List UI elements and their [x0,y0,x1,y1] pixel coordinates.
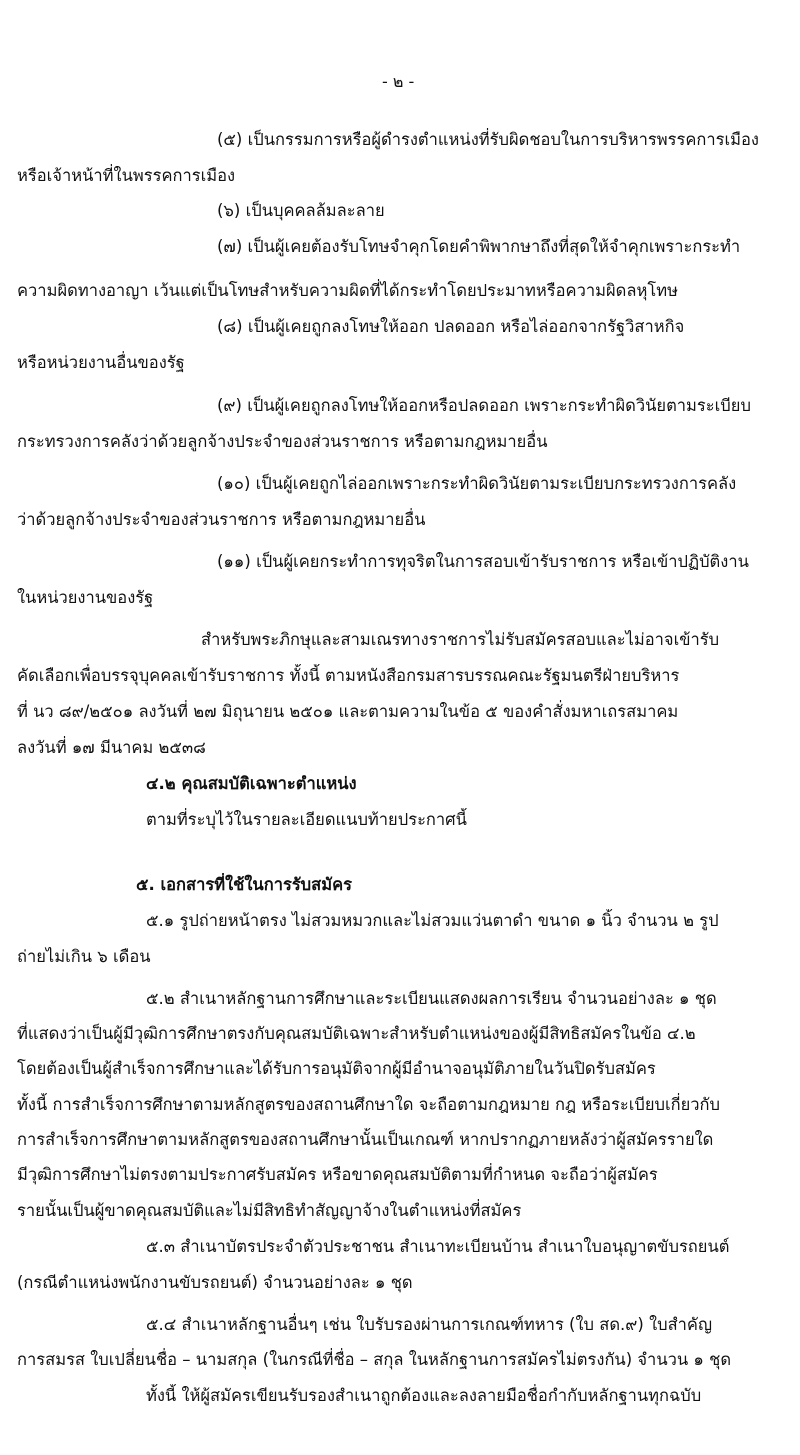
text-line: ที่แสดงว่าเป็นผู้มีวุฒิการศึกษาตรงกับคุณสมบัติเฉพาะสำหรับตำแหน่งของผู้มีสิทธิสมัครในข้อ ๔.๒ [17,1024,696,1043]
text-line: ทั้งนี้ ให้ผู้สมัครเขียนรับรองสำเนาถูกต้องและลงลายมือชื่อกำกับหลักฐานทุกฉบับ [146,1386,702,1405]
text-line: การสำเร็จการศึกษาตามหลักสูตรของสถานศึกษานั้นเป็นเกณฑ์ หากปรากฏภายหลังว่าผู้สมัครรายใด [17,1130,714,1149]
text-line: ๕.๑ รูปถ่ายหน้าตรง ไม่สวมหมวกและไม่สวมแว่นตาดำ ขนาด ๑ นิ้ว จำนวน ๒ รูป [146,911,719,930]
text-line: หรือเจ้าหน้าที่ในพรรคการเมือง [17,166,236,185]
text-line: ๕.๓ สำเนาบัตรประจำตัวประชาชน สำเนาทะเบียนบ้าน สำเนาใบอนุญาตขับรถยนต์ [146,1237,730,1256]
text-line: มีวุฒิการศึกษาไม่ตรงตามประกาศรับสมัคร หรือขาดคุณสมบัติตามที่กำหนด จะถือว่าผู้สมัคร [17,1165,658,1184]
text-line: (๘) เป็นผู้เคยถูกลงโทษให้ออก ปลดออก หรือไล่ออกจากรัฐวิสาหกิจ [217,317,685,336]
text-line: กระทรวงการคลังว่าด้วยลูกจ้างประจำของส่วนราชการ หรือตามกฎหมายอื่น [17,432,548,451]
text-line: ๕.๔ สำเนาหลักฐานอื่นๆ เช่น ใบรับรองผ่านการเกณฑ์ทหาร (ใบ สด.๙) ใบสำคัญ [146,1315,713,1334]
text-line: การสมรส ใบเปลี่ยนชื่อ – นามสกุล (ในกรณีที่ชื่อ – สกุล ในหลักฐานการสมัครไม่ตรงกัน) จำนวน ๑ ชุด [17,1350,732,1369]
page-number: - ๒ - [382,72,415,91]
text-line: รายนั้นเป็นผู้ขาดคุณสมบัติและไม่มีสิทธิทำสัญญาจ้างในตำแหน่งที่สมัคร [17,1201,522,1220]
text-line: ถ่ายไม่เกิน ๖ เดือน [17,947,151,966]
text-line: ความผิดทางอาญา เว้นแต่เป็นโทษสำหรับความผิดที่ได้กระทำโดยประมาทหรือความผิดลหุโทษ [17,281,678,300]
text-line: หรือหน่วยงานอื่นของรัฐ [17,353,185,372]
text-line: โดยต้องเป็นผู้สำเร็จการศึกษาและได้รับการอนุมัติจากผู้มีอำนาจอนุมัติภายในวันปิดรับสมัคร [17,1059,656,1078]
text-line: ว่าด้วยลูกจ้างประจำของส่วนราชการ หรือตามกฎหมายอื่น [17,510,426,529]
text-line: คัดเลือกเพื่อบรรจุบุคคลเข้ารับราชการ ทั้งนี้ ตามหนังสือกรมสารบรรณคณะรัฐมนตรีฝ่ายบริหาร [17,666,680,685]
text-line: ทั้งนี้ การสำเร็จการศึกษาตามหลักสูตรของสถานศึกษาใด จะถือตามกฎหมาย กฎ หรือระเบียบเกี่ยวกับ [17,1095,721,1114]
text-line: (๑๐) เป็นผู้เคยถูกไล่ออกเพราะกระทำผิดวินัยตามระเบียบกระทรวงการคลัง [217,474,737,493]
text-line: ๕.๒ สำเนาหลักฐานการศึกษาและระเบียนแสดงผลการเรียน จำนวนอย่างละ ๑ ชุด [146,989,717,1008]
text-line: (๕) เป็นกรรมการหรือผู้ดำรงตำแหน่งที่รับผิดชอบในการบริหารพรรคการเมือง [217,130,759,149]
text-line: ที่ นว ๘๙/๒๕๐๑ ลงวันที่ ๒๗ มิถุนายน ๒๕๐๑ และตามความในข้อ ๕ ของคำสั่งมหาเถรสมาคม [17,702,679,721]
text-line: (๗) เป็นผู้เคยต้องรับโทษจำคุกโดยคำพิพากษาถึงที่สุดให้จำคุกเพราะกระทำ [217,237,741,256]
text-line: (๑๑) เป็นผู้เคยกระทำการทุจริตในการสอบเข้ารับราชการ หรือเข้าปฏิบัติงาน [217,552,749,571]
text-line: ลงวันที่ ๑๗ มีนาคม ๒๕๓๘ [17,738,206,757]
section-heading: ๕. เอกสารที่ใช้ในการรับสมัคร [136,875,353,894]
text-line: ในหน่วยงานของรัฐ [17,588,154,607]
text-line: (๙) เป็นผู้เคยถูกลงโทษให้ออกหรือปลดออก เพราะกระทำผิดวินัยตามระเบียบ [217,396,751,415]
text-line: (๖) เป็นบุคคลล้มละลาย [217,201,385,220]
section-heading: ๔.๒ คุณสมบัติเฉพาะตำแหน่ง [146,774,357,793]
text-line: (กรณีตำแหน่งพนักงานขับรถยนต์) จำนวนอย่างละ ๑ ชุด [17,1273,413,1292]
text-line: สำหรับพระภิกษุและสามเณรทางราชการไม่รับสมัครสอบและไม่อาจเข้ารับ [201,630,720,649]
text-line: ตามที่ระบุไว้ในรายละเอียดแนบท้ายประกาศนี้ [146,810,467,829]
